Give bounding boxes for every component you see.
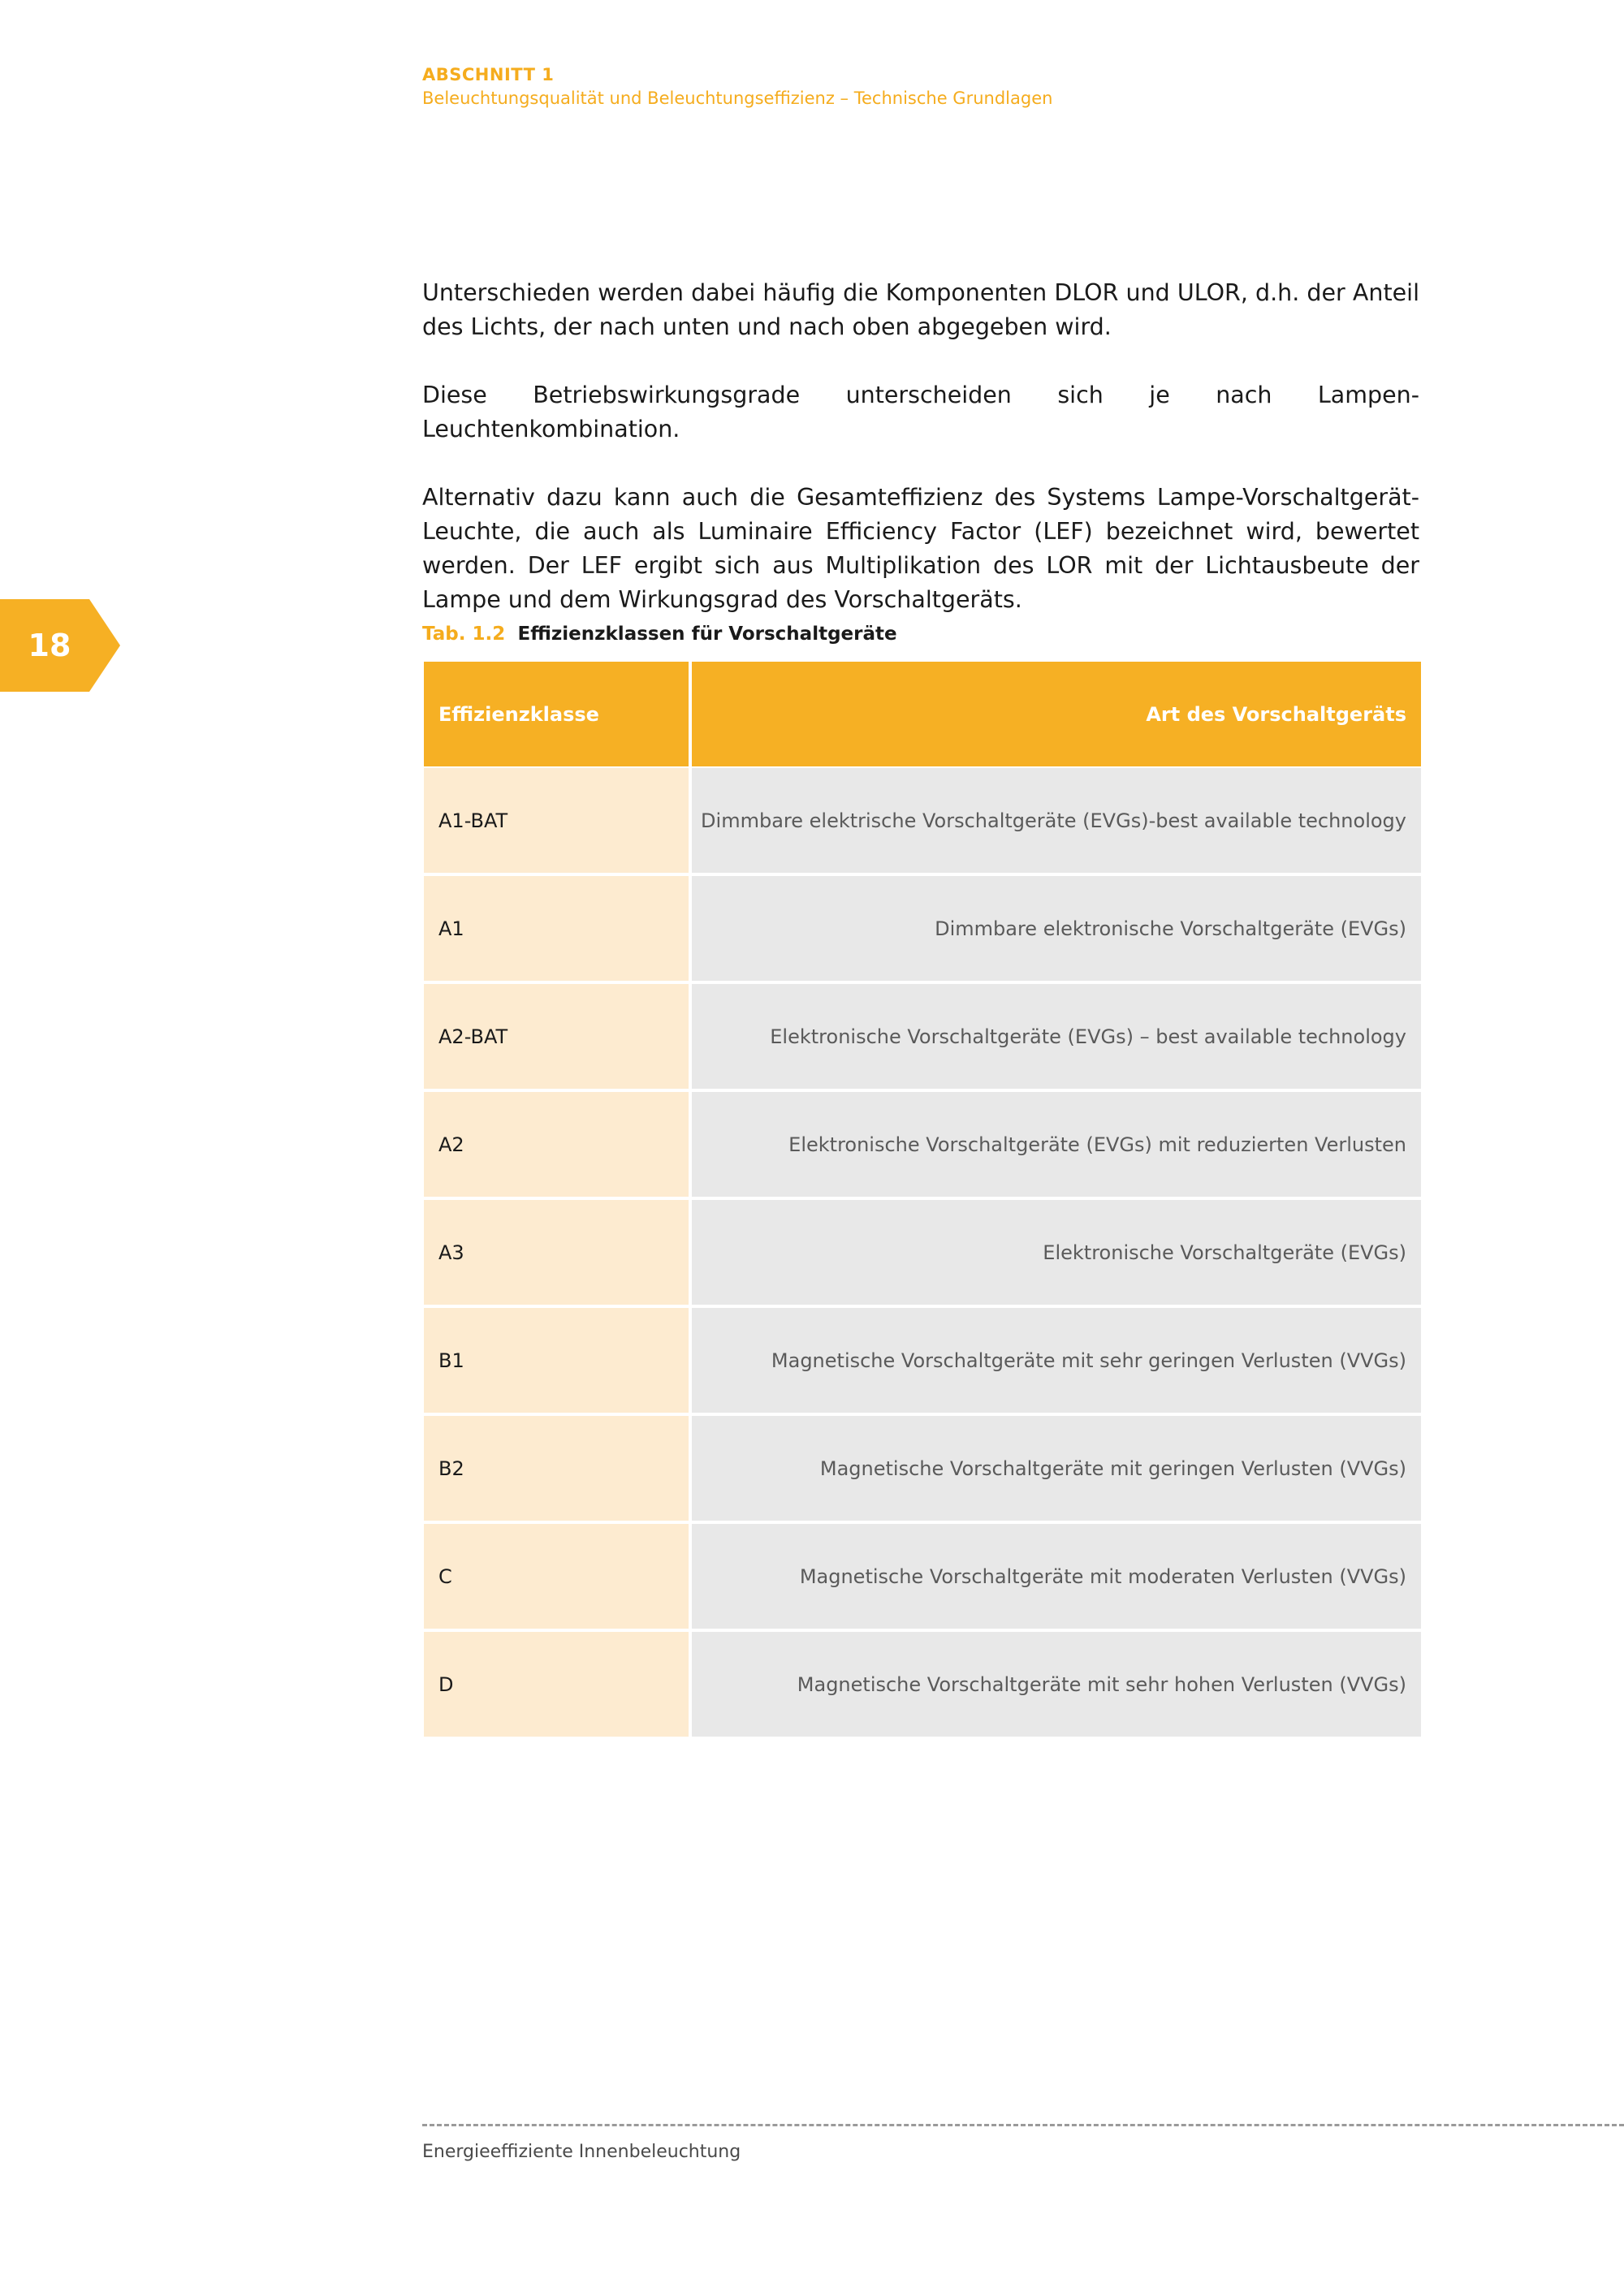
paragraph: Diese Betriebswirkungsgrade unterscheiden sich je nach Lampen-Leuchtenkombination. [422,382,1419,442]
page-footer: Energieeffiziente Innenbeleuchtung [422,2142,741,2162]
table-row [424,768,1421,873]
footer-divider [422,2124,1624,2126]
efficiency-table [424,662,1421,1740]
cell-class: D [424,1632,689,1737]
cell-type: Dimmbare elektronische Vorschaltgeräte (EVGs) [692,876,1421,981]
paragraph: Alternativ dazu kann auch die Gesamteffizienz des Systems Lampe-Vorschaltgerät-Leuchte, die auch als Luminaire Efficiency Factor (LEF) bezeichnet wird, bewertet werden. Der LEF ergibt sich aus Multiplikation des LOR mit der Lichtausbeute der Lampe und dem Wirkungsgrad des Vorschaltgeräts. [422,484,1419,613]
body-text [422,276,1419,651]
table-caption-title: Effizienzklassen für Vorschaltgeräte [517,624,897,645]
cell-type: Elektronische Vorschaltgeräte (EVGs) – best available technology [692,984,1421,1089]
paragraph: Unterschieden werden dabei häufig die Komponenten DLOR und ULOR, d.h. der Anteil des Lichts, der nach unten und nach oben abgegeben wird. [422,279,1419,340]
table-caption [422,622,897,646]
cell-class: B2 [424,1416,689,1521]
table-row [424,1308,1421,1413]
cell-class: A1 [424,876,689,981]
table-row [424,1524,1421,1629]
table-row [424,1200,1421,1305]
cell-class: A2-BAT [424,984,689,1089]
cell-type: Elektronische Vorschaltgeräte (EVGs) mit reduzierten Verlusten [692,1092,1421,1197]
table-row [424,984,1421,1089]
cell-type: Magnetische Vorschaltgeräte mit sehr hohen Verlusten (VVGs) [692,1632,1421,1737]
cell-class: A2 [424,1092,689,1197]
table-row [424,1632,1421,1737]
cell-type: Dimmbare elektrische Vorschaltgeräte (EVGs)-best available technology [692,768,1421,873]
cell-type: Magnetische Vorschaltgeräte mit geringen Verlusten (VVGs) [692,1416,1421,1521]
section-label: ABSCHNITT 1 [422,65,555,84]
table-row [424,876,1421,981]
section-subtitle: Beleuchtungsqualität und Beleuchtungseffizienz – Technische Grundlagen [422,88,1053,108]
table-header-row [424,662,1421,766]
column-header-class: Effizienzklasse [424,662,689,766]
table-row [424,1416,1421,1521]
page-header [422,63,1052,110]
cell-class: B1 [424,1308,689,1413]
cell-class: A1-BAT [424,768,689,873]
cell-type: Elektronische Vorschaltgeräte (EVGs) [692,1200,1421,1305]
page-number: 18 [28,628,71,663]
cell-class: A3 [424,1200,689,1305]
cell-class: C [424,1524,689,1629]
column-header-type: Art des Vorschaltgeräts [692,662,1421,766]
cell-type: Magnetische Vorschaltgeräte mit moderaten Verlusten (VVGs) [692,1524,1421,1629]
table-row [424,1092,1421,1197]
cell-type: Magnetische Vorschaltgeräte mit sehr geringen Verlusten (VVGs) [692,1308,1421,1413]
table-caption-label: Tab. 1.2 [422,624,506,645]
page-number-tab [0,599,120,692]
